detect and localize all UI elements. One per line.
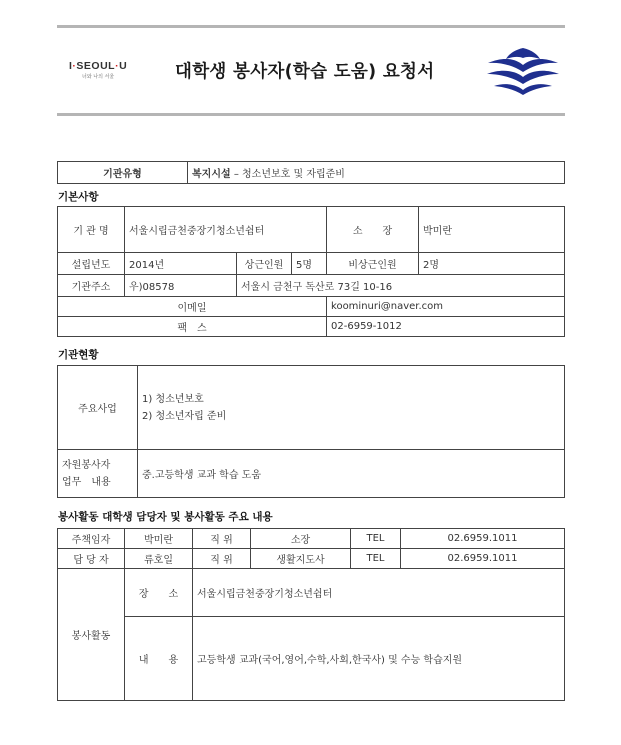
position-label-cell: 직 위: [193, 549, 251, 569]
main-business-item: 1) 청소년보호: [142, 393, 204, 405]
volunteer-label-line-2: 업무 내용: [62, 476, 111, 488]
role-cell: 주책임자: [58, 529, 125, 549]
volunteer-task-label: [58, 450, 138, 498]
org-type-value-rest: – 청소년보호 및 자립준비: [230, 169, 345, 180]
volunteer-task-value: 중.고등학생 교과 학습 도움: [138, 450, 565, 498]
zip-value: 우)08578: [125, 275, 237, 297]
main-business-label: 주요사업: [58, 366, 138, 450]
table-row: [58, 549, 565, 569]
basic-info-table: [57, 206, 565, 337]
fulltime-label: 상근인원: [237, 253, 292, 275]
status-table: [57, 365, 565, 498]
page-title: 대학생 봉사자(학습 도움) 요청서: [175, 62, 435, 82]
founded-value: 2014년: [125, 253, 237, 275]
fulltime-value: 5명: [292, 253, 327, 275]
volunteer-label-line-1: 자원봉사자: [62, 459, 111, 471]
tel-cell: 02.6959.1011: [401, 529, 565, 549]
email-value: koominuri@naver.com: [327, 297, 565, 317]
main-business-value: [138, 366, 565, 450]
tel-label-cell: TEL: [351, 529, 401, 549]
i-seoul-u-logo: [69, 60, 127, 80]
org-name-label: 기 관 명: [58, 207, 125, 253]
position-cell: 소장: [251, 529, 351, 549]
org-type-value-bold: 복지시설: [192, 169, 231, 180]
founded-label: 설립년도: [58, 253, 125, 275]
parttime-label: 비상근인원: [327, 253, 419, 275]
document-header: [57, 28, 565, 112]
place-value: 서울시립금천중장기청소년쉼터: [193, 569, 565, 617]
tel-label-cell: TEL: [351, 549, 401, 569]
person-name-cell: 류호일: [125, 549, 193, 569]
person-name-cell: 박미란: [125, 529, 193, 549]
place-label: 장 소: [125, 569, 193, 617]
seoul-emblem-icon: [484, 46, 562, 96]
logo-text-left: I: [69, 60, 73, 72]
activity-label: 봉사활동: [58, 569, 125, 701]
section-title-activity: 봉사활동 대학생 담당자 및 봉사활동 주요 내용: [58, 511, 273, 523]
activity-table: [57, 528, 565, 701]
fax-value: 02-6959-1012: [327, 317, 565, 337]
logo-dot: ·: [72, 60, 77, 72]
table-row: [58, 529, 565, 549]
content-value: 고등학생 교과(국어,영어,수학,사회,한국사) 및 수능 학습지원: [193, 617, 565, 701]
tel-cell: 02.6959.1011: [401, 549, 565, 569]
section-title-basic: 기본사항: [58, 191, 99, 203]
logo-text-right: U: [119, 60, 128, 72]
logo-text-mid: SEOUL: [76, 60, 116, 72]
director-value: 박미란: [419, 207, 565, 253]
org-name-value: 서울시립금천중장기청소년쉼터: [125, 207, 327, 253]
logo-dot-2: ·: [115, 60, 120, 72]
director-label: 소 장: [327, 207, 419, 253]
logo-sub: 너와 나의 서울: [82, 74, 115, 80]
org-type-value: [188, 162, 565, 184]
role-cell: 담 당 자: [58, 549, 125, 569]
main-business-item: 2) 청소년자립 준비: [142, 410, 227, 422]
parttime-value: 2명: [419, 253, 565, 275]
content-label: 내 용: [125, 617, 193, 701]
section-title-status: 기관현황: [58, 349, 99, 361]
position-cell: 생활지도사: [251, 549, 351, 569]
org-type-table: [57, 161, 565, 184]
address-value: 서울시 금천구 독산로 73길 10-16: [237, 275, 565, 297]
header-bottom-rule: [57, 113, 565, 116]
org-type-label: 기관유형: [58, 162, 188, 184]
position-label-cell: 직 위: [193, 529, 251, 549]
address-label: 기관주소: [58, 275, 125, 297]
email-label: 이메일: [58, 297, 327, 317]
fax-label: 팩 스: [58, 317, 327, 337]
